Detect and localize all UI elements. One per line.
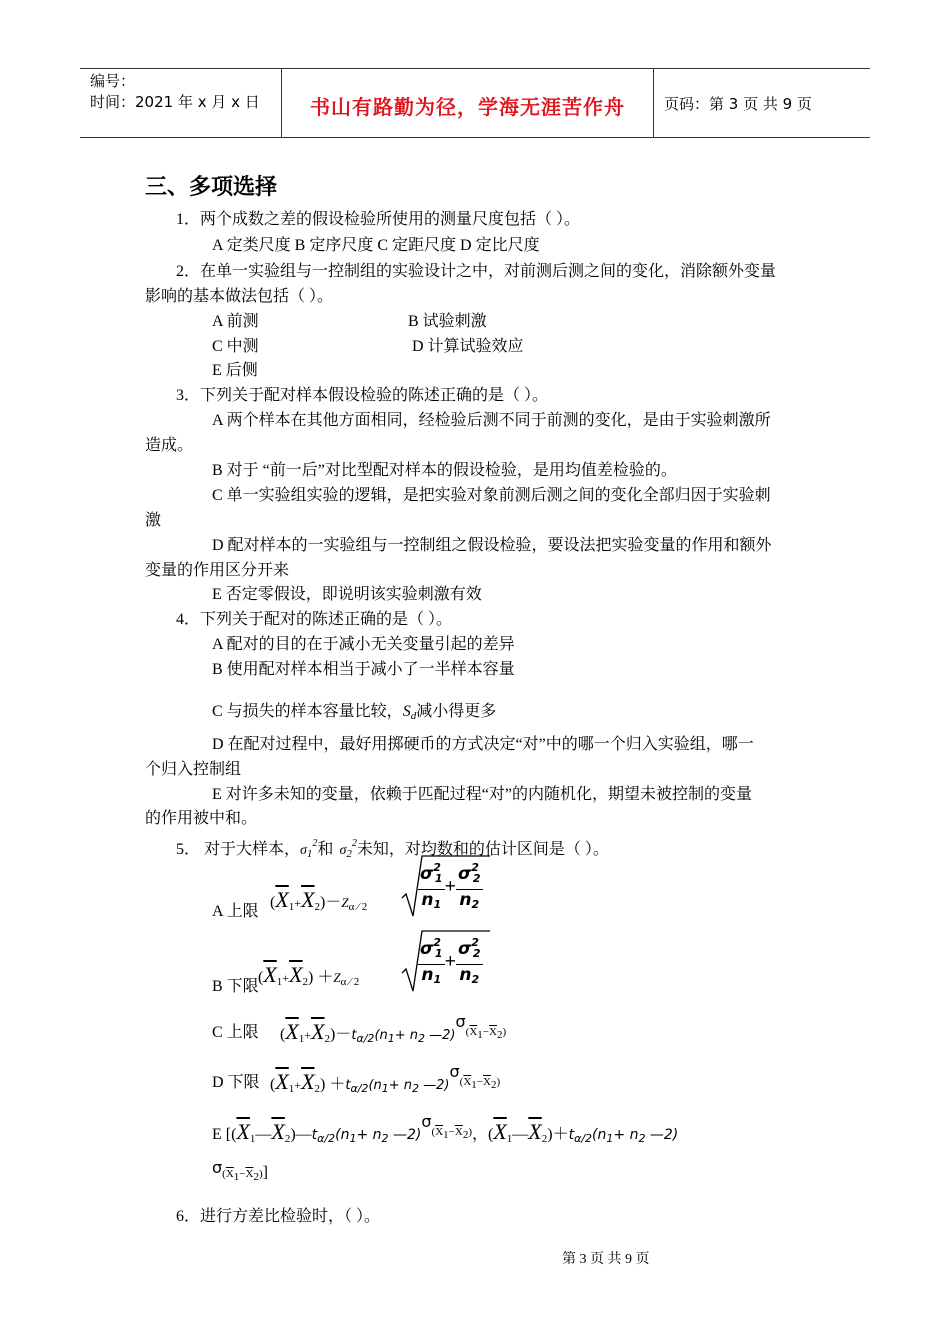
q2-option-a: A 前测: [212, 313, 259, 330]
q4-option-c: [212, 702, 496, 726]
q4-option-a: A 配对的目的在于减小无关变量引起的差异: [212, 636, 515, 653]
q5-option-b-label: B 下限: [212, 978, 259, 995]
q5-option-a-formula: $(\overline{X}_1+\overline{X}_2)-Z_{\alpha ⁄ 2}$: [270, 887, 368, 913]
q4-option-e-line1: E 对许多未知的变量，依赖于匹配过程“对”的内随机化，期望未被控制的变量: [212, 786, 752, 803]
q4-option-d-line2: 个归入控制组: [145, 761, 242, 778]
q5-stem-pre: 5． 对于大样本，: [176, 841, 301, 858]
q4-option-c-post: 减小得更多: [416, 703, 497, 720]
q3-option-c-line1: C 单一实验组实验的逻辑，是把实验对象前测后测之间的变化全部归因于实验刺: [212, 487, 771, 504]
header-meta: [80, 69, 282, 137]
q5-option-d-label: D 下限: [212, 1074, 260, 1091]
q5-option-c-label: C 上限: [212, 1024, 259, 1041]
q3-option-a-line1: A 两个样本在其他方面相同，经检验后测不同于前测的变化，是由于实验刺激所: [212, 412, 771, 429]
q5-option-e-label: E [(: [212, 1126, 237, 1143]
q5-option-c-formula: $(\overline{X}_1+\overline{X}_2)-t_{\alpha/2}(n_1+ n_2$ $—2)\sigma^{(\overline{X}1-\overline{X}2)}$: [280, 1012, 507, 1045]
q2-stem-line2: 影响的基本做法包括（ ）。: [145, 288, 334, 305]
q5-option-d-formula: $(\overline{X}_1+\overline{X}_2) +t_{\alpha/2}(n_1+ n_2$ $—2)\sigma^{(\overline{X}1-\overline{X}2)}$: [270, 1062, 501, 1095]
q3-option-b: B 对于 “前一后”对比型配对样本的假设检验，是用均值差检验的。: [212, 462, 677, 479]
page-footer: 第 3 页 共 9 页: [562, 1252, 650, 1267]
q3-option-c-line2: 激: [145, 512, 162, 529]
q6-stem: 6．进行方差比检验时，（ ）。: [176, 1208, 381, 1225]
time-label: 时间：2021 年 x 月 x 日: [90, 93, 260, 111]
q2-option-d: D 计算试验效应: [412, 338, 524, 355]
q3-option-d-line1: D 配对样本的一实验组与一控制组之假设检验，要设法把实验变量的作用和额外: [212, 537, 772, 554]
header-motto-cell: [282, 69, 654, 137]
q5-option-a-label: A 上限: [212, 903, 259, 920]
sigma2-squared: $\sigma_2^2$: [339, 838, 357, 860]
q1-stem: 1．两个成数之差的假设检验所使用的测量尺度包括（ ）。: [176, 211, 581, 228]
q4-option-d-line1: D 在配对过程中，最好用掷硬币的方式决定“对”中的哪一个归入实验组，哪一: [212, 736, 754, 753]
page-header: [80, 68, 870, 138]
q2-option-b: B 试验刺激: [408, 313, 487, 330]
q5-option-b-formula: $(\overline{X}_1+\overline{X}_2) +Z_{\alpha ⁄ 2}$: [258, 962, 360, 988]
q5-stem-post: 未知，对均数和的估计区间是（ ）。: [356, 841, 609, 858]
q5-a-fraction: $\frac{\sigma^2_1}{n_1}$ + $\frac{\sigma^2_2}{n_2}$: [418, 858, 483, 915]
motto: 书山有路勤为径，学海无涯苦作舟: [310, 94, 625, 119]
q4-option-c-pre: C 与损失的样本容量比较，: [212, 703, 403, 720]
sd-symbol: $S_d$: [402, 703, 417, 722]
q3-option-d-line2: 变量的作用区分开来: [145, 562, 290, 579]
q3-option-e: E 否定零假设，即说明该实验刺激有效: [212, 586, 482, 603]
number-label: 编号：: [90, 72, 136, 90]
q5-stem-mid: 和: [317, 841, 334, 858]
q2-option-e: E 后侧: [212, 362, 258, 379]
q3-stem: 3．下列关于配对样本假设检验的陈述正确的是（ ）。: [176, 387, 549, 404]
section-title: 三、多项选择: [145, 175, 278, 200]
q5-b-fraction: $\frac{\sigma^2_1}{n_1}$ + $\frac{\sigma^2_2}{n_2}$: [418, 933, 483, 990]
page-label: 页码：第 3 页 共 9 页: [664, 94, 812, 113]
q5-option-e-formula-cont: $\sigma(\overline{X}1-\overline{X}2)$]: [212, 1158, 268, 1183]
q4-option-b: B 使用配对样本相当于减小了一半样本容量: [212, 661, 515, 678]
q5-option-e-formula: E [$(\overline{X}_1—\overline{X}_2)—t_{\alpha/2}(n_1+ n_2$ $—2)\sigma^{(\overline{X}1-\overline{X}2)}$，$(\overline{X}_1—\overline{X}_2)+t_{\alpha/2}(n_1+ n_2$ —2): [212, 1112, 679, 1145]
sigma1-squared: $\sigma_1^2$: [300, 838, 318, 860]
q2-stem-line1: 2．在单一实验组与一控制组的实验设计之中，对前测后测之间的变化，消除额外变量: [176, 263, 777, 280]
q3-option-a-line2: 造成。: [145, 437, 194, 454]
header-page-cell: [654, 69, 812, 137]
q4-stem: 4．下列关于配对的陈述正确的是（ ）。: [176, 611, 453, 628]
q4-option-e-line2: 的作用被中和。: [145, 810, 258, 827]
q2-option-c: C 中测: [212, 338, 259, 355]
q5-stem: [176, 834, 609, 864]
q1-options: A 定类尺度 B 定序尺度 C 定距尺度 D 定比尺度: [212, 237, 540, 254]
